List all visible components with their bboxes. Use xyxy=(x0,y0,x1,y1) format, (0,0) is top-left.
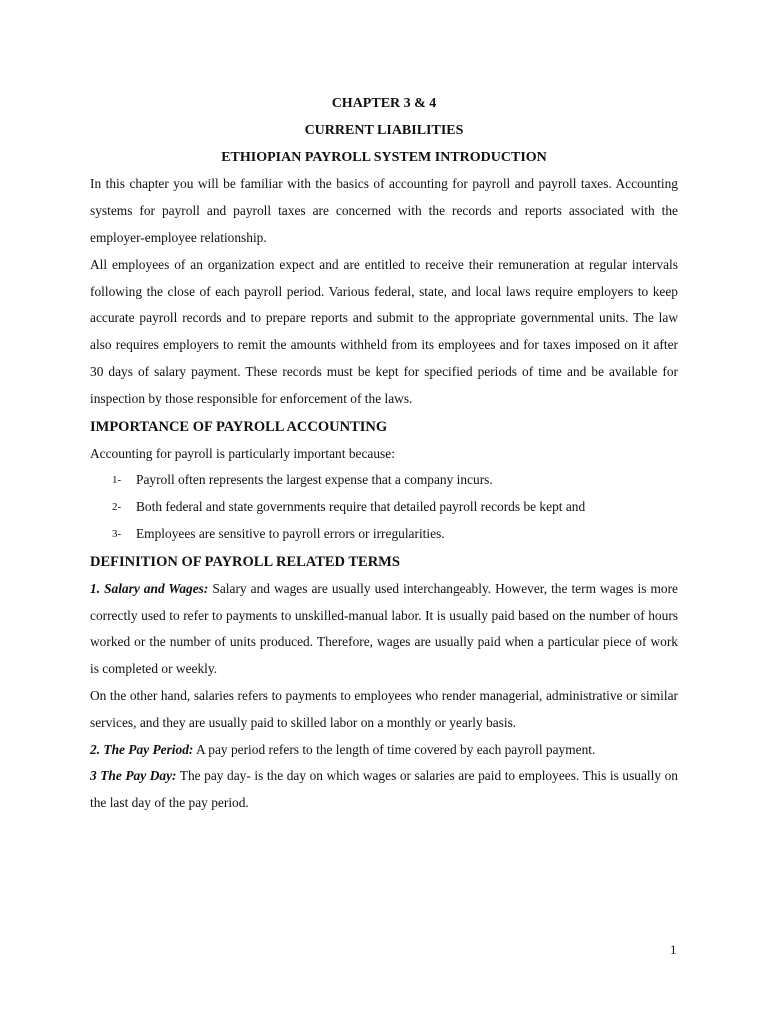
salary-text: Salary and wages are usually used interchangeably. However, the term wages is more correctly used to refer to payments to unskilled-manual labor. It is usually paid based on the number of hours worked or the number of units produced. Therefore, wages are usually paid when a particular piece of work is completed or weekly. xyxy=(90,580,678,677)
importance-lead: Accounting for payroll is particularly important because: xyxy=(90,445,395,461)
list-text: Employees are sensitive to payroll errors or irregularities. xyxy=(136,525,445,541)
pay-period-term: 2. The Pay Period: xyxy=(90,741,194,757)
list-item xyxy=(90,467,678,494)
intro-paragraph-1: In this chapter you will be familiar with the basics of accounting for payroll and payroll taxes. Accounting systems for payroll and payroll taxes are concerned with the records and reports associated with the employer-employee relationship. xyxy=(90,176,678,245)
importance-heading: IMPORTANCE OF PAYROLL ACCOUNTING xyxy=(90,418,388,435)
page-number: 1 xyxy=(670,942,677,957)
salary-definition xyxy=(90,576,678,683)
section-subtitle: ETHIOPIAN PAYROLL SYSTEM INTRODUCTION xyxy=(221,149,547,165)
chapter-heading: CHAPTER 3 & 4 xyxy=(331,96,437,111)
list-item xyxy=(90,521,678,548)
pay-day-term: 3 The Pay Day: xyxy=(90,768,177,784)
list-item xyxy=(90,494,678,521)
list-text: Payroll often represents the largest expense that a company incurs. xyxy=(136,472,493,488)
pay-day-text: The pay day- is the day on which wages or salaries are paid to employees. This is usually on the last day of the pay period. xyxy=(90,768,678,811)
salary-definition-2: On the other hand, salaries refers to payments to employees who render managerial, administrative or similar services, and they are usually paid to skilled labor on a monthly or yearly basis. xyxy=(90,687,678,730)
list-number: 3- xyxy=(112,527,122,540)
page-content xyxy=(90,91,678,817)
list-text: Both federal and state governments require that detailed payroll records be kept and xyxy=(136,499,586,515)
salary-term: 1. Salary and Wages: xyxy=(90,580,209,596)
pay-day-definition xyxy=(90,763,678,817)
definitions-heading: DEFINITION OF PAYROLL RELATED TERMS xyxy=(90,553,400,570)
pay-period-definition xyxy=(90,737,678,764)
list-number: 2- xyxy=(112,501,122,514)
pay-period-text: A pay period refers to the length of time covered by each payroll payment. xyxy=(196,741,596,757)
intro-paragraph-2: All employees of an organization expect and are entitled to receive their remuneration at regular intervals following the close of each payroll period. Various federal, state, and local laws require employers to keep accurate payroll records and to prepare reports and submit to the appropriate governmental units. The law also requires employers to remit the amounts withheld from its employees and for taxes imposed on it after 30 days of salary payment. These records must be kept for specified periods of time and be available for inspection by those responsible for enforcement of the laws. xyxy=(90,256,678,406)
page-title: CURRENT LIABILITIES xyxy=(304,122,464,138)
list-number: 1- xyxy=(112,474,122,487)
importance-list xyxy=(90,467,678,547)
